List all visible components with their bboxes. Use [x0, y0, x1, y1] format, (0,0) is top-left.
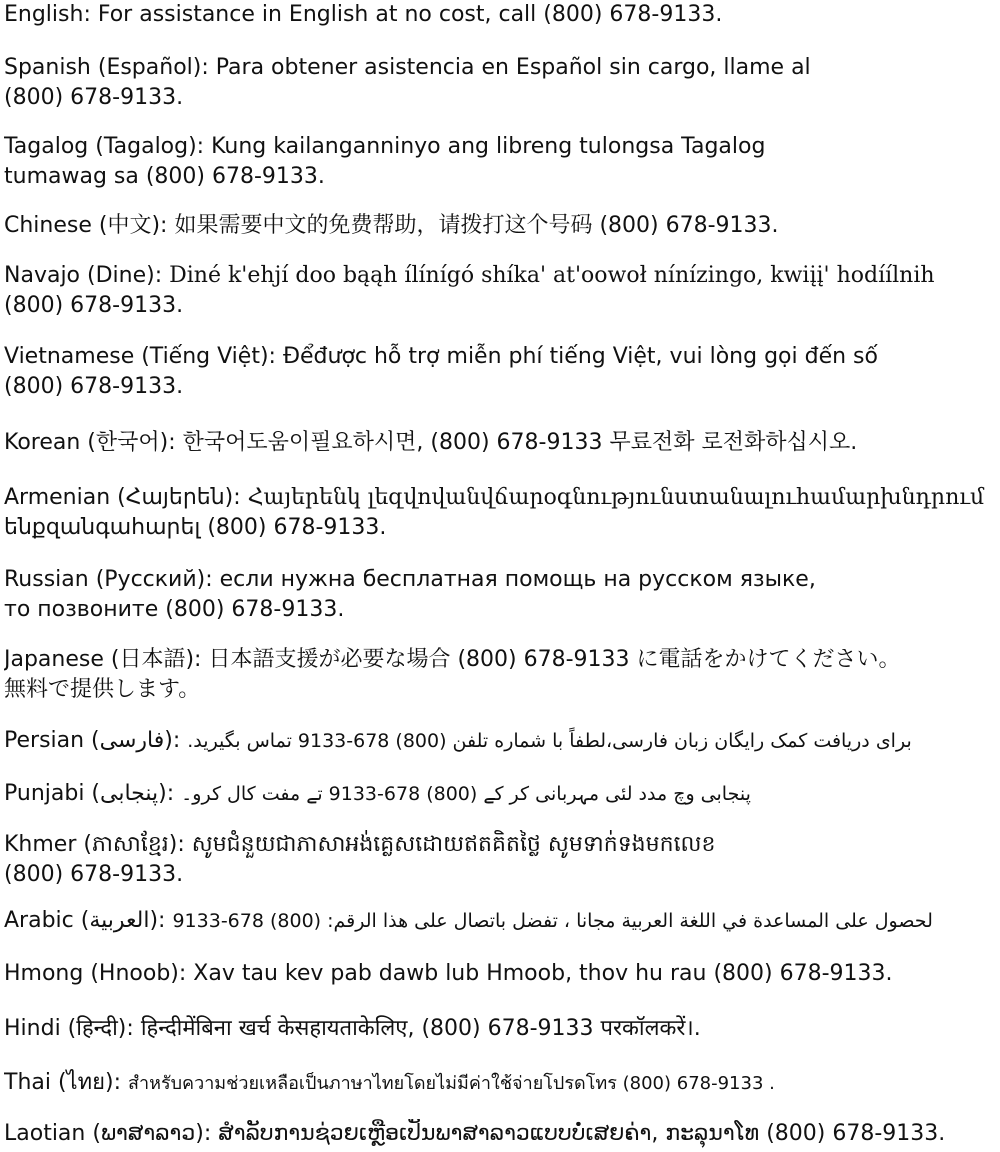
assistance-text: For assistance in English at no cost, call (800) 678-9133. [97, 2, 723, 27]
assistance-text: 한국어도움이필요하시면, (800) 678-9133 무료전화 로전화하십시오. [182, 430, 858, 455]
korean-entry [4, 428, 996, 458]
hmong-entry [4, 959, 996, 989]
arabic-entry [4, 906, 996, 936]
tagalog-entry [4, 132, 996, 192]
assistance-text-continued: то позвоните (800) 678-9133. [4, 597, 345, 622]
language-label: Hmong (Hnoob): [4, 961, 194, 986]
assistance-text: Diné k'ehjí doo bąąh ílínígó shíka' at'oowoł nínízingo, kwiįį' hodíílnih [169, 263, 935, 288]
assistance-text: हिन्दीमेंबिना खर्च केसहायताकेलिए, (800) 678-9133 परकॉलकरें।. [140, 1016, 701, 1041]
assistance-text: ສໍາລັບການຊ່ວຍເຫຼືອເປັນພາສາລາວແບບບໍ່ເສຍຄ່າ, ກະລຸນາໂທ (800) 678-9133. [218, 1121, 946, 1146]
assistance-text: Para obtener asistencia en Español sin cargo, llame al [215, 55, 811, 80]
navajo-entry [4, 261, 996, 321]
assistance-text: 如果需要中文的免费帮助，请拨打这个号码 (800) 678-9133. [174, 213, 779, 238]
assistance-text-continued: tumawag sa (800) 678-9133. [4, 164, 325, 189]
assistance-text: สำหรับความช่วยเหลือเป็นภาษาไทยโดยไม่มีค่าใช้จ่ายโปรดโทร (800) 678-9133 . [128, 1073, 775, 1094]
laotian-entry [4, 1119, 996, 1149]
language-label: Tagalog (Tagalog): [4, 134, 212, 159]
assistance-text: Đểđược hỗ trợ miễn phí tiếng Việt, vui lòng gọi đến số [282, 344, 878, 369]
language-label: Laotian (ພາສາລາວ): [4, 1121, 219, 1146]
language-label: Persian (فارسی): [4, 728, 188, 753]
persian-entry [4, 726, 996, 756]
language-label: Korean (한국어): [4, 430, 183, 455]
language-label: Arabic (العربية): [4, 908, 173, 933]
thai-entry [4, 1068, 996, 1099]
language-label: Spanish (Español): [4, 55, 216, 80]
language-label: Hindi (हिन्दी): [4, 1016, 141, 1041]
japanese-entry [4, 645, 996, 705]
hindi-entry [4, 1014, 996, 1044]
assistance-text-continued: (800) 678-9133. [4, 293, 184, 318]
assistance-text: Kung kailanganninyo ang libreng tulongsa Tagalog [211, 134, 766, 159]
assistance-text: پنجابی وچ مدد لئی مہربانی کر کے (800) 678-9133 تے مفت کال کرو۔ [181, 783, 751, 805]
russian-entry [4, 565, 996, 625]
assistance-text-continued: (800) 678-9133. [4, 862, 184, 887]
punjabi-entry [4, 779, 996, 809]
language-label: Armenian (Հայերեն): [4, 485, 248, 510]
language-label: Punjabi (پنجابی): [4, 781, 182, 806]
chinese-entry [4, 211, 996, 241]
language-label: Navajo (Dine): [4, 263, 170, 288]
assistance-text-continued: (800) 678-9133. [4, 85, 184, 110]
spanish-entry [4, 53, 996, 113]
assistance-text: 日本語支援が必要な場合 (800) 678-9133 に電話をかけてください。 [208, 647, 901, 672]
khmer-entry [4, 830, 996, 890]
language-label: Khmer (ភាសាខ្មែរ): [4, 832, 192, 857]
language-label: English: [4, 2, 98, 27]
assistance-text-continued: ենքզանգահարել (800) 678-9133. [4, 515, 387, 540]
assistance-text: Xav tau kev pab dawb lub Hmoob, thov hu rau (800) 678-9133. [193, 961, 893, 986]
language-label: Russian (Русский): [4, 567, 220, 592]
assistance-text-continued: 無料で提供します。 [4, 677, 201, 702]
language-label: Japanese (日本語): [4, 647, 209, 672]
language-label: Vietnamese (Tiếng Việt): [4, 344, 283, 369]
assistance-text: សូមជំនួយជាភាសាអង់គ្លេសដោយឥតគិតថ្លៃ សូមទាក់ទងមកលេខ [191, 832, 716, 857]
assistance-text: لحصول على المساعدة في اللغة العربية مجانا ، تفضل باتصال على هذا الرقم: (800) 678-9133 [172, 910, 933, 932]
assistance-text-continued: (800) 678-9133. [4, 374, 184, 399]
assistance-text: если нужна бесплатная помощь на русском языке, [219, 567, 816, 592]
vietnamese-entry [4, 342, 996, 402]
language-label: Thai (ไทย): [4, 1070, 128, 1095]
armenian-entry [4, 483, 996, 543]
assistance-text: برای دریافت کمک رایگان زبان فارسی،لطفاً با شماره تلفن (800) 678-9133 تماس بگیرید. [187, 730, 912, 752]
english-entry [4, 0, 996, 30]
assistance-text: Հայերենկ լեզվովանվճարօգնությունստանալուհամարխնդրում [247, 485, 985, 510]
language-label: Chinese (中文): [4, 213, 175, 238]
